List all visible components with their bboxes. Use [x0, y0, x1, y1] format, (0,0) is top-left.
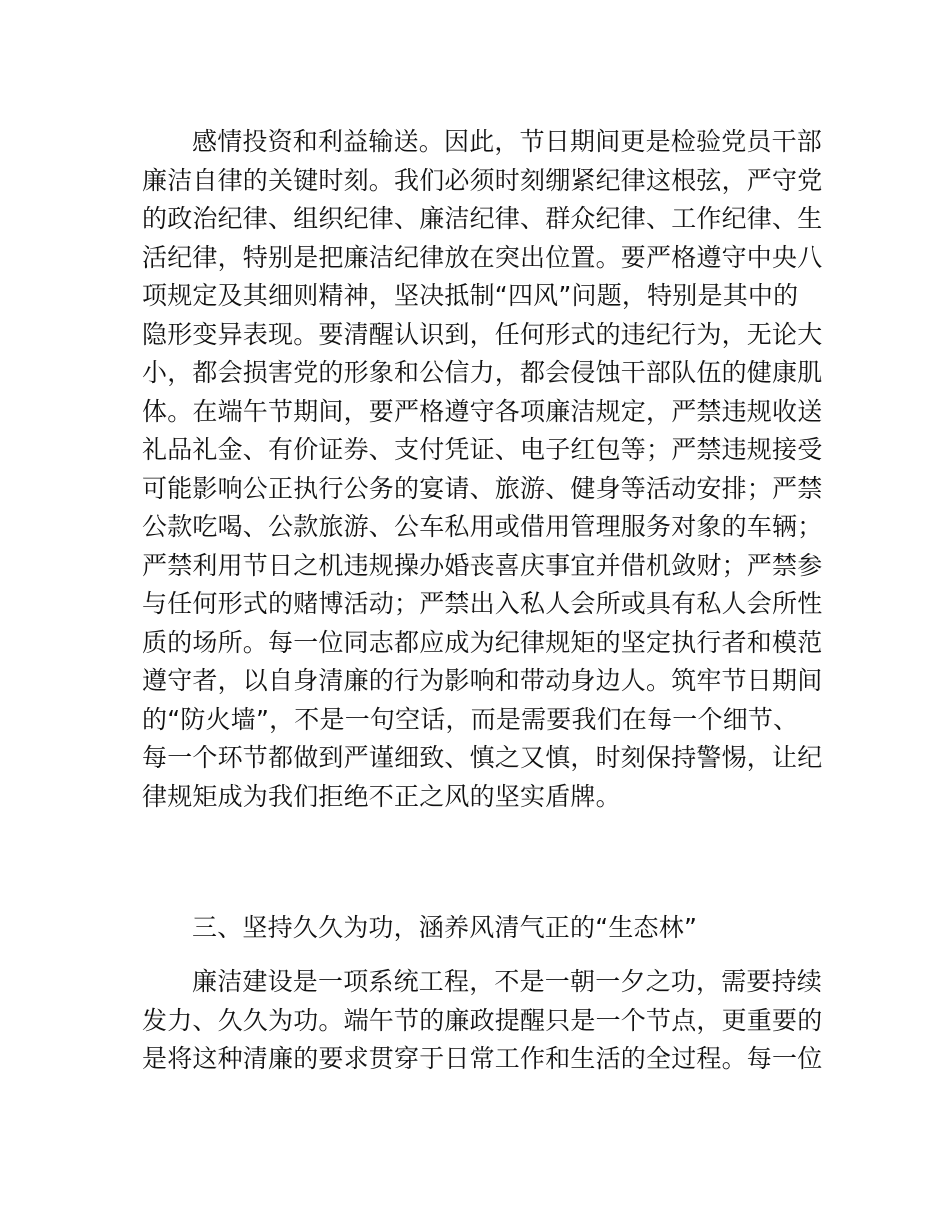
paragraph-line: 严禁利用节日之机违规操办婚丧喜庆事宜并借机敛财；严禁参 [142, 550, 823, 580]
paragraph-line: 公款吃喝、公款旅游、公车私用或借用管理服务对象的车辆； [142, 512, 823, 541]
paragraph-line: 每一个环节都做到严谨细致、慎之又慎，时刻保持警惕，让纪 [142, 743, 823, 772]
paragraph-line: 质的场所。每一位同志都应成为纪律规矩的坚定执行者和模范 [142, 627, 823, 657]
paragraph-line: 廉洁建设是一项系统工程，不是一朝一夕之功，需要持续 [192, 967, 823, 996]
paragraph-line: 的政治纪律、组织纪律、廉洁纪律、群众纪律、工作纪律、生 [142, 204, 823, 233]
paragraph-line: 是将这种清廉的要求贯穿于日常工作和生活的全过程。每一位 [142, 1044, 823, 1073]
paragraph-long-term [142, 963, 822, 1079]
paragraph-line: 项规定及其细则精神，坚决抵制“四风”问题，特别是其中的 [142, 281, 799, 310]
paragraph-line: 隐形变异表现。要清醒认识到，任何形式的违纪行为，无论大 [142, 319, 823, 349]
paragraph-line: 的“防火墙”，不是一句空话，而是需要我们在每一个细节、 [142, 704, 799, 734]
paragraph-line: 遵守者，以自身清廉的行为影响和带动身边人。筑牢节日期间 [142, 666, 823, 695]
paragraph-discipline [142, 123, 822, 816]
paragraph-line: 礼品礼金、有价证券、支付凭证、电子红包等；严禁违规接受 [142, 435, 823, 464]
paragraph-line: 与任何形式的赌博活动；严禁出入私人会所或具有私人会所性 [142, 589, 823, 618]
paragraph-line: 小，都会损害党的形象和公信力，都会侵蚀干部队伍的健康肌 [142, 358, 823, 387]
paragraph-line: 感情投资和利益输送。因此，节日期间更是检验党员干部 [192, 127, 823, 156]
paragraph-line: 发力、久久为功。端午节的廉政提醒只是一个节点，更重要的 [142, 1005, 823, 1035]
paragraph-line: 律规矩成为我们拒绝不正之风的坚实盾牌。 [142, 781, 621, 811]
paragraph-line: 体。在端午节期间，要严格遵守各项廉洁规定，严禁违规收送 [142, 396, 823, 426]
paragraph-line: 可能影响公正执行公务的宴请、旅游、健身等活动安排；严禁 [142, 473, 823, 503]
section-heading-text: 三、坚持久久为功，涵养风清气正的“生态林” [192, 913, 698, 942]
paragraph-line: 廉洁自律的关键时刻。我们必须时刻绷紧纪律这根弦，严守党 [142, 165, 823, 195]
paragraph-line: 活纪律，特别是把廉洁纪律放在突出位置。要严格遵守中央八 [142, 242, 823, 272]
section-heading [142, 909, 822, 948]
